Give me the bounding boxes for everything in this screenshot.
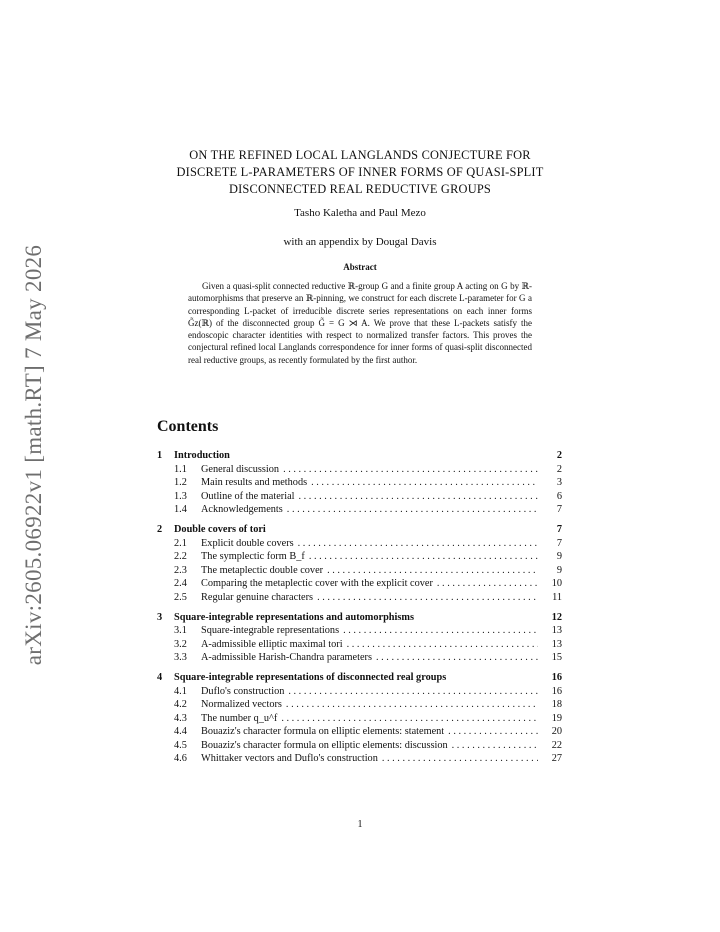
toc-subsection-title: A-admissible Harish-Chandra parameters (201, 652, 372, 664)
toc-subsection-number: 2.4 (174, 578, 187, 590)
toc-subsection-entry[interactable] (157, 651, 562, 665)
toc-subsection-entry[interactable] (157, 591, 562, 605)
toc-section-page: 2 (556, 450, 562, 461)
toc-subsection-number: 2.1 (174, 537, 187, 549)
toc-subsection-title: Acknowledgements (201, 504, 283, 516)
arxiv-identifier-stamp (14, 244, 54, 666)
paper-title (150, 147, 570, 198)
toc-subsection-title: Bouaziz's character formula on elliptic elements: statement (201, 726, 445, 738)
toc-subsection-number: 4.3 (174, 712, 187, 724)
toc-section-title: Double covers of tori (174, 523, 266, 535)
toc-subsection-number: 4.6 (174, 753, 187, 765)
toc-subsection-title: A-admissible elliptic maximal tori (201, 638, 343, 650)
toc-subsection-entry[interactable] (157, 577, 562, 591)
toc-subsection-entry[interactable] (157, 638, 562, 652)
title-line-3: DISCONNECTED REAL REDUCTIVE GROUPS (228, 182, 492, 196)
toc-subsection-entry[interactable] (157, 537, 562, 551)
toc-section (157, 449, 562, 517)
table-of-contents (157, 449, 562, 772)
toc-section (157, 671, 562, 766)
toc-section-number: 4 (157, 671, 163, 683)
toc-subsection-page: 9 (556, 564, 562, 576)
toc-subsection-entry[interactable] (157, 564, 562, 578)
toc-subsection-title: The metaplectic double cover (201, 564, 324, 576)
toc-leader-dots (437, 577, 538, 591)
toc-subsection-entry[interactable] (157, 739, 562, 753)
toc-leader-dots (317, 591, 538, 605)
toc-section-number: 2 (157, 523, 163, 535)
toc-section (157, 523, 562, 605)
toc-leader-dots (309, 550, 538, 564)
toc-subsection-entry[interactable] (157, 503, 562, 517)
abstract-heading: Abstract (343, 262, 377, 272)
toc-subsection-page: 7 (556, 537, 562, 549)
abstract-text: Given a quasi-split connected reductive ℝ-group G and a finite group A acting on G by ℝ-automorphisms that preserve an ℝ-pinning, we construct for each discrete L-parameter for G a corresponding L-packet of irreducible discrete series representations on each inner forms G̃z(ℝ) of the disconnected group G̃ = G ⋊ A. We prove that these L-packets satisfy the endoscopic character identities with respect to normalized transfer factors. This proves the conjectural refined local Langlands correspondence for inner forms of quasi-split disconnected real reductive groups, as recently formulated by the first author. (188, 281, 532, 365)
toc-subsection-page: 20 (551, 726, 562, 738)
toc-subsection-page: 9 (556, 551, 562, 563)
toc-leader-dots (286, 698, 538, 712)
toc-subsection-page: 10 (551, 578, 562, 590)
contents-heading: Contents (157, 418, 219, 435)
toc-section-entry[interactable] (157, 671, 562, 685)
toc-subsection-number: 1.3 (174, 490, 187, 502)
toc-subsection-entry[interactable] (157, 725, 562, 739)
toc-subsection-title: The symplectic form B_f (201, 551, 305, 563)
toc-subsection-title: Duflo's construction (201, 685, 285, 697)
toc-subsection-page: 13 (551, 638, 562, 650)
toc-leader-dots (327, 564, 538, 578)
toc-subsection-number: 4.5 (174, 739, 187, 751)
toc-leader-dots (288, 685, 538, 699)
toc-section-title: Introduction (174, 450, 230, 461)
toc-subsection-title: Square-integrable representations (201, 625, 340, 637)
toc-leader-dots (283, 463, 538, 477)
toc-subsection-entry[interactable] (157, 698, 562, 712)
toc-subsection-page: 11 (552, 591, 562, 603)
toc-leader-dots (448, 725, 538, 739)
toc-section-number: 1 (157, 450, 163, 461)
toc-subsection-number: 4.1 (174, 685, 187, 697)
arxiv-identifier: arXiv:2605.06922v1 [math.RT] 7 May 2026 (21, 244, 46, 666)
toc-subsection-entry[interactable] (157, 476, 562, 490)
appendix-credit: with an appendix by Dougal Davis (283, 236, 437, 248)
toc-section-title: Square-integrable representations and automorphisms (174, 611, 414, 623)
toc-leader-dots (376, 651, 538, 665)
toc-section-page: 12 (551, 611, 562, 623)
toc-subsection-title: Main results and methods (201, 477, 308, 489)
toc-subsection-number: 3.2 (174, 638, 187, 650)
toc-section-page: 7 (556, 523, 562, 535)
toc-leader-dots (382, 752, 538, 766)
toc-subsection-page: 18 (551, 699, 562, 711)
toc-subsection-number: 3.3 (174, 652, 187, 664)
toc-leader-dots (347, 638, 538, 652)
authors: Tasho Kaletha and Paul Mezo (294, 207, 426, 219)
toc-subsection-title: General discussion (201, 463, 280, 475)
toc-subsection-page: 27 (551, 753, 562, 765)
toc-leader-dots (298, 537, 538, 551)
toc-subsection-entry[interactable] (157, 624, 562, 638)
toc-subsection-number: 4.4 (174, 726, 187, 738)
toc-subsection-title: Comparing the metaplectic cover with the explicit cover (201, 578, 433, 590)
toc-section-number: 3 (157, 611, 163, 623)
toc-subsection-number: 2.2 (174, 551, 187, 563)
toc-section-entry[interactable] (157, 611, 562, 625)
toc-subsection-entry[interactable] (157, 550, 562, 564)
toc-section-title: Square-integrable representations of disconnected real groups (174, 671, 447, 683)
toc-section-entry[interactable] (157, 449, 562, 463)
toc-subsection-title: Explicit double covers (201, 537, 294, 549)
toc-subsection-page: 13 (551, 625, 562, 637)
toc-section (157, 611, 562, 665)
toc-subsection-title: Outline of the material (201, 490, 295, 502)
title-line-1: ON THE REFINED LOCAL LANGLANDS CONJECTURE FOR (189, 148, 531, 162)
toc-leader-dots (343, 624, 538, 638)
page-number: 1 (357, 819, 363, 830)
toc-leader-dots (311, 476, 538, 490)
toc-subsection-number: 1.4 (174, 504, 187, 516)
toc-subsection-entry[interactable] (157, 685, 562, 699)
toc-subsection-title: Whittaker vectors and Duflo's construction (201, 753, 378, 765)
toc-subsection-number: 3.1 (174, 625, 187, 637)
toc-subsection-title: Regular genuine characters (201, 591, 314, 603)
toc-subsection-number: 2.3 (174, 564, 187, 576)
title-line-2: DISCRETE L-PARAMETERS OF INNER FORMS OF QUASI-SPLIT (176, 165, 544, 179)
toc-leader-dots (299, 490, 539, 504)
toc-section-entry[interactable] (157, 523, 562, 537)
toc-subsection-title: Bouaziz's character formula on elliptic elements: discussion (201, 739, 448, 751)
toc-subsection-page: 7 (556, 504, 562, 516)
toc-subsection-page: 22 (551, 739, 562, 751)
toc-subsection-page: 16 (551, 685, 562, 697)
toc-subsection-page: 3 (556, 477, 562, 489)
toc-leader-dots (281, 712, 538, 726)
toc-subsection-entry[interactable] (157, 712, 562, 726)
toc-subsection-number: 1.2 (174, 477, 187, 489)
toc-subsection-number: 4.2 (174, 699, 187, 711)
toc-leader-dots (452, 739, 538, 753)
toc-leader-dots (287, 503, 538, 517)
toc-subsection-number: 2.5 (174, 591, 187, 603)
toc-subsection-entry[interactable] (157, 463, 562, 477)
toc-subsection-page: 19 (551, 712, 562, 724)
toc-subsection-page: 2 (556, 463, 562, 475)
toc-subsection-number: 1.1 (174, 463, 187, 475)
toc-section-page: 16 (551, 671, 562, 683)
toc-subsection-page: 6 (556, 490, 562, 502)
toc-subsection-title: Normalized vectors (201, 699, 282, 711)
toc-subsection-entry[interactable] (157, 752, 562, 766)
toc-subsection-page: 15 (551, 652, 562, 664)
toc-subsection-title: The number q_u^f (201, 712, 278, 724)
toc-subsection-entry[interactable] (157, 490, 562, 504)
